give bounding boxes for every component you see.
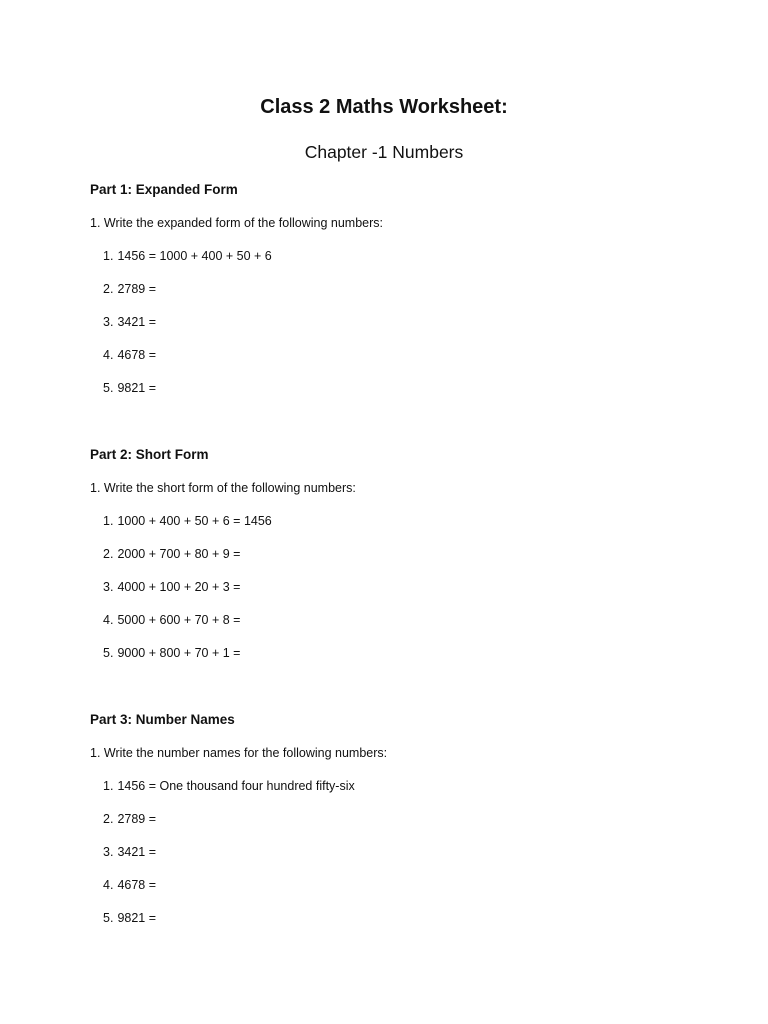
question-text: 1456 = 1000 + 400 + 50 + 6: [117, 249, 272, 263]
question-item: [90, 811, 710, 827]
question-list: [90, 248, 710, 396]
question-number: 2.: [103, 282, 114, 296]
question-text: 5000 + 600 + 70 + 8 =: [117, 613, 241, 627]
question-text: 2789 =: [117, 812, 157, 826]
section-instruction: 1. Write the expanded form of the following numbers:: [90, 216, 383, 230]
question-number: 4.: [103, 348, 114, 362]
question-number: 3.: [103, 315, 114, 329]
question-text: 1000 + 400 + 50 + 6 = 1456: [117, 514, 272, 528]
question-number: 5.: [103, 381, 114, 395]
question-item: [90, 281, 710, 297]
question-number: 2.: [103, 547, 114, 561]
question-text: 9000 + 800 + 70 + 1 =: [117, 646, 241, 660]
section-heading: Part 1: Expanded Form: [90, 182, 238, 197]
question-text: 3421 =: [117, 315, 157, 329]
page-subtitle: Chapter -1 Numbers: [304, 142, 464, 162]
question-text: 9821 =: [117, 911, 157, 925]
question-number: 4.: [103, 613, 114, 627]
question-item: [90, 877, 710, 893]
question-number: 3.: [103, 845, 114, 859]
question-item: [90, 910, 710, 926]
question-text: 4678 =: [117, 348, 157, 362]
question-number: 2.: [103, 812, 114, 826]
question-item: [90, 844, 710, 860]
section-part-2: [90, 446, 710, 661]
question-item: [90, 314, 710, 330]
question-item: [90, 546, 710, 562]
question-item: [90, 645, 710, 661]
question-text: 9821 =: [117, 381, 157, 395]
question-text: 3421 =: [117, 845, 157, 859]
question-item: [90, 579, 710, 595]
question-item: [90, 380, 710, 396]
question-number: 3.: [103, 580, 114, 594]
page-title: Class 2 Maths Worksheet:: [260, 96, 508, 118]
section-instruction: 1. Write the number names for the following numbers:: [90, 746, 388, 760]
question-text: 1456 = One thousand four hundred fifty-six: [117, 779, 355, 793]
section-part-1: [90, 181, 710, 396]
question-text: 4000 + 100 + 20 + 3 =: [117, 580, 241, 594]
question-number: 5.: [103, 646, 114, 660]
question-number: 5.: [103, 911, 114, 925]
question-text: 4678 =: [117, 878, 157, 892]
question-item: [90, 612, 710, 628]
question-number: 1.: [103, 249, 114, 263]
question-item: [90, 347, 710, 363]
question-text: 2789 =: [117, 282, 157, 296]
question-item: [90, 248, 710, 264]
question-list: [90, 778, 710, 926]
question-item: [90, 513, 710, 529]
question-list: [90, 513, 710, 661]
question-number: 1.: [103, 514, 114, 528]
question-number: 4.: [103, 878, 114, 892]
question-text: 2000 + 700 + 80 + 9 =: [117, 547, 241, 561]
section-instruction: 1. Write the short form of the following numbers:: [90, 481, 356, 495]
question-item: [90, 778, 710, 794]
section-heading: Part 2: Short Form: [90, 447, 209, 462]
section-part-3: [90, 711, 710, 926]
section-heading: Part 3: Number Names: [90, 712, 235, 727]
question-number: 1.: [103, 779, 114, 793]
